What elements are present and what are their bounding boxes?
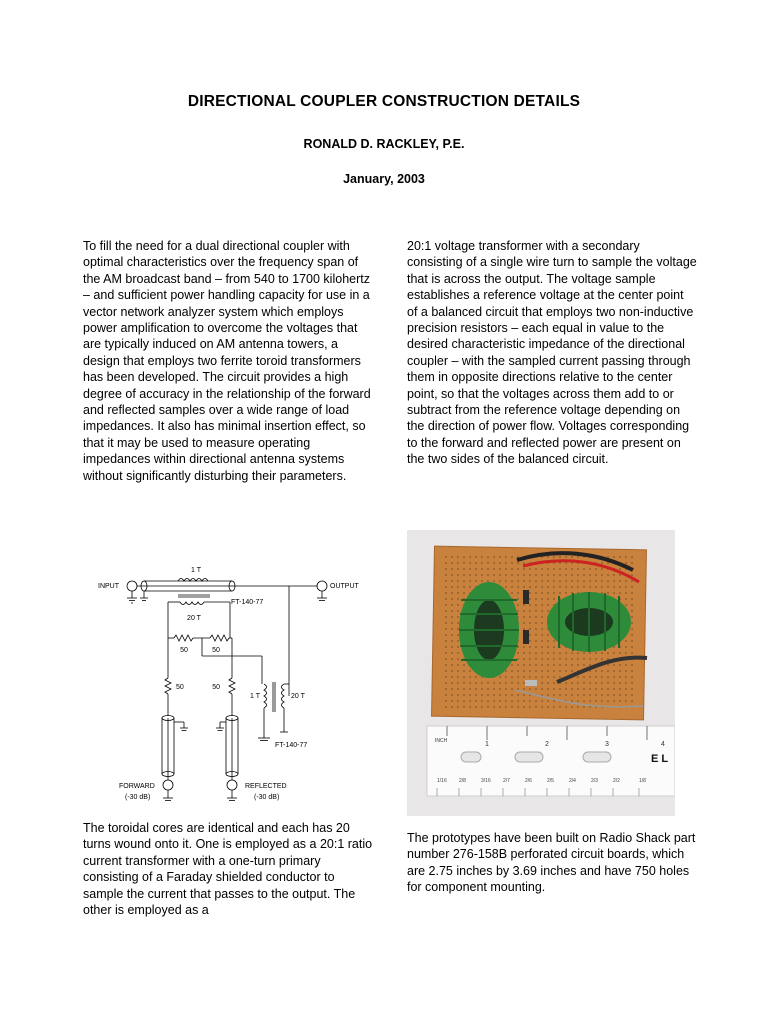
ruler [427, 726, 675, 796]
ruler-scale-label: 2/8 [459, 778, 466, 784]
ruler-brand: E L [651, 753, 669, 765]
ruler-scale-label: 1/8 [639, 778, 646, 784]
core2-label: FT-140-77 [275, 742, 308, 749]
output-label: OUTPUT [330, 583, 359, 590]
ruler-scale-label: 3/16 [481, 778, 491, 784]
reflected-label: REFLECTED [245, 783, 287, 790]
document-title: DIRECTIONAL COUPLER CONSTRUCTION DETAILS [187, 93, 581, 110]
forward-level-label: (-30 dB) [125, 794, 151, 801]
document-date: January, 2003 [343, 172, 425, 186]
coupler-schematic [92, 562, 360, 808]
paragraph-intro: To fill the need for a dual directional coupler with optimal characteristics over the frequency span of the AM broadcast band – from 540 to 1700 kilohertz – and sufficient power handling capacity for use in a vector network analyzer system which employs power amplification to overcome the voltages that are typically induced on AM antenna towers, a design that employs two ferrite toroid transformers has been developed. The circuit provides a high degree of accuracy in the relationship of the forward and reflected samples over a wide range of load impedances. It also has minimal insertion effect, so that it may be used to measure operating impedances within directional antenna systems without significantly disturbing their parameters. [83, 239, 371, 483]
ruler-scale-label: 1/16 [437, 778, 447, 784]
ruler-scale-label: 2/5 [547, 778, 554, 784]
paragraph-prototypes: The prototypes have been built on Radio Shack part number 276-158B perforated circuit boards, which are 2.75 inches by 3.69 inches and have 750 holes for component mounting. [407, 831, 696, 895]
resistor-left-label: 50 [180, 647, 188, 654]
ruler-scale-label: 2/6 [525, 778, 532, 784]
input-label: INPUT [98, 583, 119, 590]
ruler-number: 2 [545, 741, 549, 748]
ruler-number: 1 [485, 741, 489, 748]
resistor-right-label: 50 [212, 647, 220, 654]
ruler-number: 4 [661, 741, 665, 748]
ruler-scale-label: 2/4 [569, 778, 576, 784]
resistor-forward-label: 50 [176, 684, 184, 691]
prototype-photo [407, 530, 675, 816]
paragraph-toroidal-cores: The toroidal cores are identical and each has 20 turns wound onto it. One is employed as a 20:1 ratio current transformer with a one-turn primary consisting of a Faraday shielded conductor to sample the current that passes to the output. The other is employed as a [83, 821, 373, 918]
t2-secondary-label: 20 T [291, 693, 305, 700]
t1-secondary-label: 20 T [187, 615, 201, 622]
ruler-scale-label: 2/7 [503, 778, 510, 784]
ruler-inch-label: INCH [435, 738, 448, 744]
resistor-reflected-label: 50 [212, 684, 220, 691]
document-author: RONALD D. RACKLEY, P.E. [303, 137, 465, 151]
core1-label: FT-140-77 [231, 599, 264, 606]
ruler-number: 3 [605, 741, 609, 748]
t2-primary-label: 1 T [250, 693, 260, 700]
t1-primary-label: 1 T [191, 567, 201, 574]
toroid-right [547, 592, 631, 652]
ruler-scale-label: 2/2 [613, 778, 620, 784]
paragraph-voltage-transformer: 20:1 voltage transformer with a secondary consisting of a single wire turn to sample the voltage that is across the output. The voltage sample establishes a reference voltage at the center point of a balanced circuit that employs two non-inductive precision resistors – each equal in value to the desired characteristic impedance of the directional coupler – with the sampled current passing through them in opposite directions relative to the center point, so that the voltages across them add to or subtract from the reference voltage depending on the direction of power flow. Voltages corresponding to the forward and reflected power are present on the two sides of the balanced circuit. [407, 239, 697, 467]
reflected-level-label: (-30 dB) [254, 794, 280, 801]
forward-label: FORWARD [119, 783, 155, 790]
toroid-left [459, 582, 519, 678]
ruler-scale-label: 2/3 [591, 778, 598, 784]
